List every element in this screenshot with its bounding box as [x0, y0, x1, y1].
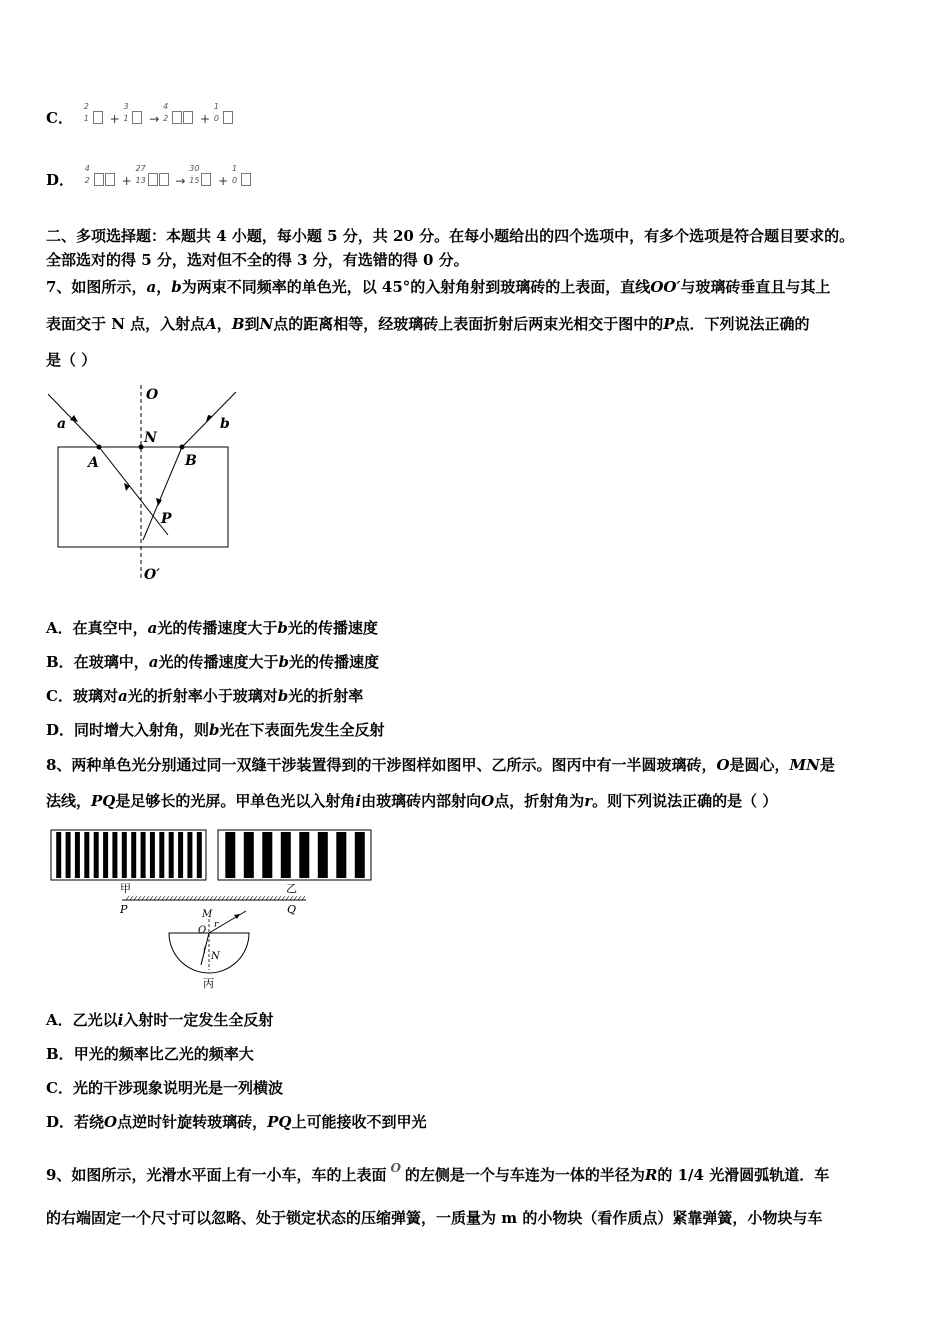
label-q: Q: [287, 903, 297, 916]
hatch-mark: [238, 896, 241, 900]
q8-stem-line2: 法线，PQ是足够长的光屏。甲单色光以入射角i由玻璃砖内部射向O点，折射角为r。则下列说法正确的是（ ）: [46, 792, 778, 810]
fringe-bar: [122, 832, 127, 878]
hatch-mark: [190, 896, 193, 900]
label-point-a: A: [88, 455, 99, 471]
fringe-bar: [150, 832, 155, 878]
nuclide: 1 0: [232, 171, 252, 191]
hatch-mark: [282, 896, 285, 900]
hatch-mark: [234, 896, 237, 900]
nuclide: 27 13: [136, 171, 170, 191]
fringe-bar: [131, 832, 136, 878]
arrow-icon: [156, 498, 162, 506]
nuclide: 4 2: [85, 171, 116, 191]
label-n: N: [144, 430, 157, 446]
label-i: i: [203, 946, 206, 956]
label-o: O: [198, 925, 207, 936]
fringe-bar: [169, 832, 174, 878]
hatch-mark: [294, 896, 297, 900]
hatch-mark: [126, 896, 129, 900]
q8-option-d: D．若绕O点逆时针旋转玻璃砖，PQ上可能接收不到甲光: [46, 1113, 427, 1131]
nuclide: 3 1: [123, 109, 143, 129]
hatch-mark: [290, 896, 293, 900]
hatch-mark: [274, 896, 277, 900]
fringe-bar: [178, 832, 183, 878]
label-p: P: [120, 903, 128, 916]
hatch-mark: [286, 896, 289, 900]
hatch-mark: [218, 896, 221, 900]
hatch-mark: [202, 896, 205, 900]
hatch-mark: [278, 896, 281, 900]
point-a-dot: [97, 445, 102, 450]
fringe-bar: [355, 832, 365, 878]
q7-figure: [40, 380, 250, 585]
hatch-mark: [170, 896, 173, 900]
fringe-bar: [244, 832, 254, 878]
q9-stem-line2: 的右端固定一个尺寸可以忽略、处于锁定状态的压缩弹簧，一质量为 m 的小物块（看作质点）紧靠弹簧，小物块与车: [46, 1209, 823, 1227]
hatch-mark: [186, 896, 189, 900]
label-a: a: [57, 416, 67, 432]
hatch-mark: [142, 896, 145, 900]
hatch-mark: [230, 896, 233, 900]
label-point-b: B: [185, 453, 197, 469]
screen-hatch: [126, 896, 305, 900]
q9-stem-line1: 9、如图所示，光滑水平面上有一小车，车的上表面 $^O$ 的左侧是一个与车连为一体的半径为R的 1/4 光滑圆弧轨道．车: [46, 1161, 830, 1184]
fringe-bar: [84, 832, 89, 878]
arrow-icon: [124, 483, 130, 491]
option-c-top: [46, 102, 906, 129]
arrow-icon: [234, 914, 240, 919]
label-yi: 乙: [286, 882, 297, 895]
nuclide: 2 1: [84, 109, 104, 129]
label-p: P: [161, 511, 172, 527]
hatch-mark: [214, 896, 217, 900]
q8-option-b: B．甲光的频率比乙光的频率大: [46, 1045, 254, 1063]
fringe-bar: [262, 832, 272, 878]
hatch-mark: [254, 896, 257, 900]
hatch-mark: [130, 896, 133, 900]
hatch-mark: [134, 896, 137, 900]
section-heading: 二、多项选择题：本题共 4 小题，每小题 5 分，共 20 分。在每小题给出的四个选项中，有多个选项是符合题目要求的。: [46, 227, 855, 245]
fringe-bar: [187, 832, 192, 878]
q8-option-c: C．光的干涉现象说明光是一列横波: [46, 1079, 283, 1097]
arrow-icon: [206, 415, 212, 422]
q8-figure: [46, 825, 381, 995]
fringe-bar: [66, 832, 71, 878]
hatch-mark: [138, 896, 141, 900]
hatch-mark: [222, 896, 225, 900]
q7-option-a: A．在真空中，a光的传播速度大于b光的传播速度: [46, 619, 378, 637]
nuclear-formula-d: 4 2 + 27 13 → 30 15 + 1 0: [85, 174, 254, 188]
hatch-mark: [262, 896, 265, 900]
fringe-pattern-yi: [218, 830, 371, 880]
fringe-bar: [225, 832, 235, 878]
q7-stem-line2: 表面交于 N 点，入射点A，B到N点的距离相等，经玻璃砖上表面折射后两束光相交于图中的P点．下列说法正确的: [46, 315, 810, 333]
label-m: M: [202, 909, 213, 920]
option-label: D．: [46, 171, 75, 189]
q7-option-d: D．同时增大入射角，则b光在下表面先发生全反射: [46, 721, 385, 739]
label-o-prime: O′: [144, 567, 160, 583]
hatch-mark: [266, 896, 269, 900]
hatch-mark: [150, 896, 153, 900]
hatch-mark: [166, 896, 169, 900]
hatch-mark: [206, 896, 209, 900]
hatch-mark: [178, 896, 181, 900]
q7-option-b: B．在玻璃中，a光的传播速度大于b光的传播速度: [46, 653, 379, 671]
label-bing: 丙: [203, 977, 214, 990]
q7-stem-line3: 是（ ）: [46, 351, 97, 369]
q8-stem-line1: 8、两种单色光分别通过同一双缝干涉装置得到的干涉图样如图甲、乙所示。图丙中有一半圆玻璃砖，O是圆心，MN是: [46, 756, 835, 774]
hatch-mark: [194, 896, 197, 900]
option-label: C．: [46, 109, 73, 127]
label-jia: 甲: [120, 882, 131, 895]
label-o: O: [146, 387, 159, 403]
hatch-mark: [270, 896, 273, 900]
hatch-mark: [174, 896, 177, 900]
fringe-bar: [336, 832, 346, 878]
hatch-mark: [302, 896, 305, 900]
fringe-bar: [197, 832, 202, 878]
q7-stem-line1: 7、如图所示，a，b为两束不同频率的单色光，以 45°的入射角射到玻璃砖的上表面，直线OO′与玻璃砖垂直且与其上: [46, 278, 831, 296]
hatch-mark: [182, 896, 185, 900]
hatch-mark: [198, 896, 201, 900]
section-heading-cont: 全部选对的得 5 分，选对但不全的得 3 分，有选错的得 0 分。: [46, 251, 469, 269]
nuclide: 1 0: [214, 109, 234, 129]
symbol-o: O: [390, 1161, 401, 1175]
q8-option-a: A．乙光以i入射时一定发生全反射: [46, 1011, 274, 1029]
label-r: r: [214, 920, 219, 930]
q7-option-c: C．玻璃对a光的折射率小于玻璃对b光的折射率: [46, 687, 364, 705]
hatch-mark: [158, 896, 161, 900]
hatch-mark: [298, 896, 301, 900]
label-n: N: [211, 951, 220, 962]
fringe-bar: [299, 832, 309, 878]
point-n-dot: [139, 445, 144, 450]
glass-block: [58, 447, 228, 547]
fringe-bar: [103, 832, 108, 878]
nuclear-formula-c: 2 1 + 3 1 → 4 2 + 1 0: [84, 112, 236, 126]
point-b-dot: [180, 445, 185, 450]
fringe-bar: [318, 832, 328, 878]
hatch-mark: [258, 896, 261, 900]
option-d-top: [46, 164, 906, 191]
hatch-mark: [242, 896, 245, 900]
hatch-mark: [226, 896, 229, 900]
hatch-mark: [250, 896, 253, 900]
fringe-bar: [281, 832, 291, 878]
hatch-mark: [162, 896, 165, 900]
fringe-bar: [141, 832, 146, 878]
hatch-mark: [154, 896, 157, 900]
hatch-mark: [246, 896, 249, 900]
hatch-mark: [146, 896, 149, 900]
nuclide: 4 2: [163, 109, 194, 129]
ray-a-refracted: [99, 447, 168, 535]
fringe-bar: [112, 832, 117, 878]
label-b: b: [220, 416, 230, 432]
hatch-mark: [210, 896, 213, 900]
nuclide: 30 15: [189, 171, 212, 191]
fringe-bar: [75, 832, 80, 878]
fringe-bar: [94, 832, 99, 878]
fringe-bar: [159, 832, 164, 878]
fringe-bar: [56, 832, 61, 878]
